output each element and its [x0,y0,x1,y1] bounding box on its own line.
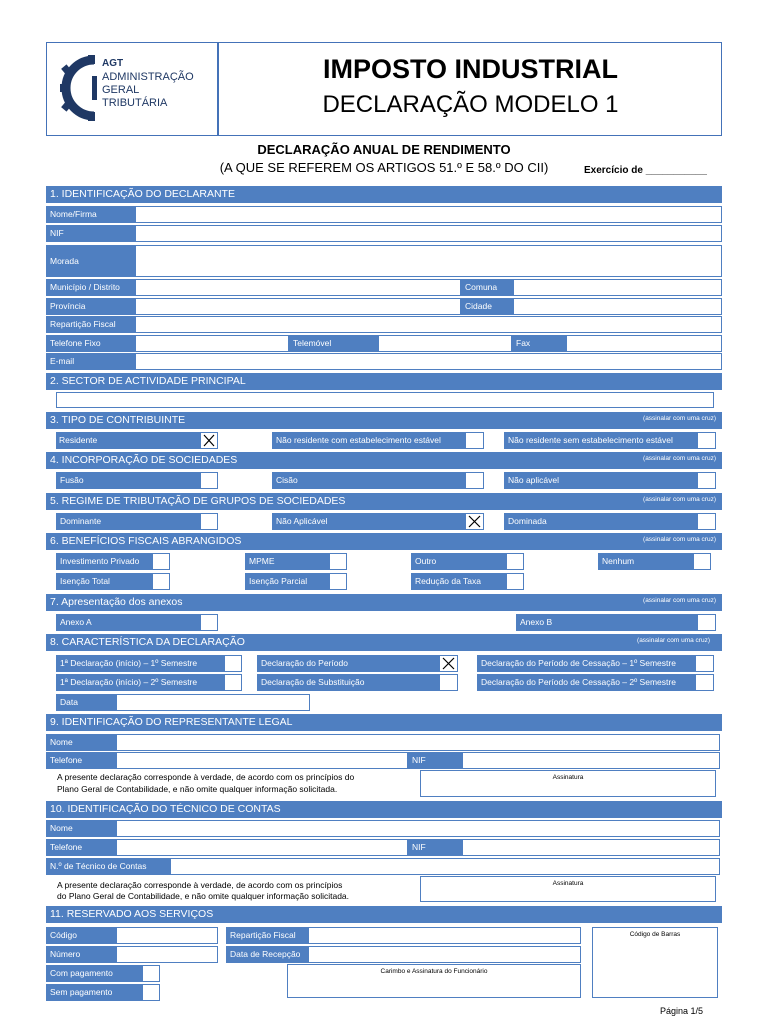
reparticao-label: Repartição Fiscal [46,316,135,333]
sem-pagamento-label: Sem pagamento [46,984,142,1001]
cessacao-s1-label: Declaração do Período de Cessação – 1º Semestre [477,655,695,672]
nome-firma-label: Nome/Firma [46,206,135,223]
page-subtitle: DECLARAÇÃO MODELO 1 [322,91,619,118]
section-5-title: 5. REGIME DE TRIBUTAÇÃO DE GRUPOS DE SOCIEDADES [50,495,346,507]
intro-subtitle: (A QUE SE REFEREM OS ARTIGOS 51.º E 58.º DO CII) [219,160,549,175]
nao-residente-com-checkbox[interactable] [465,432,484,449]
declaracao-periodo-checkbox[interactable] [439,655,458,672]
section-3-hint: (assinalar com uma cruz) [643,415,716,422]
cessacao-s2-checkbox[interactable] [695,674,714,691]
logo-line3: TRIBUTÁRIA [102,97,168,109]
section-4-title: 4. INCORPORAÇÃO DE SOCIEDADES [50,454,238,466]
sem-pagamento-checkbox[interactable] [142,984,160,1001]
nome-firma-input[interactable] [135,206,722,223]
morada-label: Morada [46,245,135,277]
nif-label: NIF [46,225,135,242]
section-4-header [46,452,722,469]
nao-residente-sem-checkbox[interactable] [697,432,716,449]
intro-title: DECLARAÇÃO ANUAL DE RENDIMENTO [257,142,511,157]
section-3-header [46,412,722,429]
telemovel-input[interactable] [378,335,512,352]
section-11-header: 11. RESERVADO AOS SERVIÇOS [46,906,722,923]
cisao-label: Cisão [272,472,465,489]
logo-letters: AGT [102,58,124,69]
section-6-header [46,533,722,550]
logo-line1: ADMINISTRAÇÃO [102,71,194,83]
email-label: E-mail [46,353,135,370]
reducao-taxa-label: Redução da Taxa [411,573,506,590]
section-5-hint: (assinalar com uma cruz) [643,496,716,503]
section-1-header: 1. IDENTIFICAÇÃO DO DECLARANTE [46,186,722,203]
nif-input[interactable] [135,225,722,242]
data-recepcao-input[interactable] [308,946,581,963]
tecnico-nif-input[interactable] [462,839,720,856]
cidade-label: Cidade [461,298,513,315]
tecnico-nome-label: Nome [46,820,116,837]
telefone-fixo-label: Telefone Fixo [46,335,135,352]
tecnico-telefone-label: Telefone [46,839,116,856]
fusao-label: Fusão [56,472,200,489]
numero-input[interactable] [116,946,218,963]
nenhum-label: Nenhum [598,553,693,570]
cessacao-s2-label: Declaração do Período de Cessação – 2º Semestre [477,674,695,691]
gear-icon [58,52,102,124]
isencao-total-checkbox[interactable] [152,573,170,590]
anexo-b-label: Anexo B [516,614,697,631]
dominada-label: Dominada [504,513,697,530]
dominante-checkbox[interactable] [200,513,218,530]
com-pagamento-label: Com pagamento [46,965,142,982]
municipio-label: Município / Distrito [46,279,135,296]
anexo-a-label: Anexo A [56,614,200,631]
provincia-label: Província [46,298,135,315]
investimento-privado-label: Investimento Privado [56,553,152,570]
primeira-decl-s2-checkbox[interactable] [224,674,242,691]
section-2-header: 2. SECTOR DE ACTIVIDADE PRINCIPAL [46,373,722,390]
representante-nif-input[interactable] [462,752,720,769]
section-6-title: 6. BENEFÍCIOS FISCAIS ABRANGIDOS [50,535,242,547]
representante-assinatura-box[interactable]: Assinatura [420,770,716,797]
section-6-hint: (assinalar com uma cruz) [643,536,716,543]
data-input[interactable] [116,694,310,711]
codigo-input[interactable] [116,927,218,944]
data-label: Data [56,694,116,711]
cross-mark-icon [203,434,215,447]
outro-label: Outro [411,553,506,570]
section-8-title: 8. CARACTERÍSTICA DA DECLARAÇÃO [50,636,245,648]
nao-residente-com-label: Não residente com estabelecimento estável [272,432,465,449]
municipio-input[interactable] [135,279,461,296]
nao-aplicavel-4-label: Não aplicável [504,472,697,489]
provincia-input[interactable] [135,298,461,315]
primeira-decl-s1-label: 1ª Declaração (início) – 1º Semestre [56,655,224,672]
fax-label: Fax [512,335,566,352]
logo-line2: GERAL [102,84,140,96]
carimbo-assinatura-box[interactable]: Carimbo e Assinatura do Funcionário [287,964,581,998]
isencao-parcial-label: Isenção Parcial [245,573,329,590]
anexo-a-checkbox[interactable] [200,614,218,631]
tecnico-numero-input[interactable] [170,858,720,875]
anexo-b-checkbox[interactable] [697,614,716,631]
representante-declaracao-line2: Plano Geral de Contabilidade, e não omite qualquer informação solicitada. [57,784,338,794]
data-recepcao-label: Data de Recepção [226,946,308,963]
nao-aplicavel-5-label: Não Aplicável [272,513,465,530]
investimento-privado-checkbox[interactable] [152,553,170,570]
representante-nif-label: NIF [408,752,462,769]
section-9-header: 9. IDENTIFICAÇÃO DO REPRESENTANTE LEGAL [46,714,722,731]
fusao-checkbox[interactable] [200,472,218,489]
representante-declaracao-line1: A presente declaração corresponde à verdade, de acordo com os princípios do [57,772,355,782]
cross-mark-icon [442,657,455,670]
section-8-header [46,634,722,651]
dominada-checkbox[interactable] [697,513,716,530]
reducao-taxa-checkbox[interactable] [506,573,524,590]
codigo-label: Código [46,927,116,944]
mpme-checkbox[interactable] [329,553,347,570]
tecnico-numero-label: N.º de Técnico de Contas [46,858,170,875]
nao-residente-sem-label: Não residente sem estabelecimento estável [504,432,697,449]
cidade-input[interactable] [513,298,722,315]
tecnico-nome-input[interactable] [116,820,720,837]
cessacao-s1-checkbox[interactable] [695,655,714,672]
declaracao-substituicao-checkbox[interactable] [439,674,458,691]
section-7-header [46,594,722,611]
section-8-hint: (assinalar com uma cruz) [637,637,710,644]
nao-aplicavel-4-checkbox[interactable] [697,472,716,489]
cisao-checkbox[interactable] [465,472,484,489]
mpme-label: MPME [245,553,329,570]
section-7-hint: (assinalar com uma cruz) [643,597,716,604]
email-input[interactable] [135,353,722,370]
representante-telefone-label: Telefone [46,752,116,769]
section-10-header: 10. IDENTIFICAÇÃO DO TÉCNICO DE CONTAS [46,801,722,818]
representante-telefone-input[interactable] [116,752,408,769]
cross-mark-icon [468,515,481,528]
representante-nome-label: Nome [46,734,116,751]
declaracao-substituicao-label: Declaração de Substituição [257,674,439,691]
tecnico-nif-label: NIF [408,839,462,856]
reparticao-input[interactable] [135,316,722,333]
section-4-hint: (assinalar com uma cruz) [643,455,716,462]
tecnico-declaracao-line2: do Plano Geral de Contabilidade, e não omite qualquer informação solicitada. [57,891,350,901]
codigo-barras-box[interactable]: Código de Barras [592,927,718,998]
telefone-fixo-input[interactable] [135,335,289,352]
section-7-title: 7. Apresentação dos anexos [50,596,183,608]
residente-label: Residente [56,432,200,449]
numero-label: Número [46,946,116,963]
morada-input[interactable] [135,245,722,277]
outro-checkbox[interactable] [506,553,524,570]
comuna-input[interactable] [513,279,722,296]
residente-checkbox[interactable] [200,432,218,449]
nenhum-checkbox[interactable] [693,553,711,570]
tecnico-telefone-input[interactable] [116,839,408,856]
isencao-total-label: Isenção Total [56,573,152,590]
declaracao-periodo-label: Declaração do Período [257,655,439,672]
agt-logo [58,52,208,124]
primeira-decl-s2-label: 1ª Declaração (início) – 2º Semestre [56,674,224,691]
isencao-parcial-checkbox[interactable] [329,573,347,590]
servicos-reparticao-label: Repartição Fiscal [226,927,308,944]
nao-aplicavel-5-checkbox[interactable] [465,513,484,530]
comuna-label: Comuna [461,279,513,296]
primeira-decl-s1-checkbox[interactable] [224,655,242,672]
section-3-title: 3. TIPO DE CONTRIBUINTE [50,414,186,426]
representante-nome-input[interactable] [116,734,720,751]
servicos-reparticao-input[interactable] [308,927,581,944]
dominante-label: Dominante [56,513,200,530]
sector-actividade-input[interactable] [56,392,714,408]
page-title: IMPOSTO INDUSTRIAL [322,54,618,84]
exercicio-field[interactable]: Exercício de ___________ [584,165,707,176]
page-number: Página 1/5 [660,1006,704,1016]
section-5-header [46,493,722,510]
fax-input[interactable] [566,335,722,352]
tecnico-declaracao-line1: A presente declaração corresponde à verdade, de acordo com os princípios [57,880,343,890]
tecnico-assinatura-box[interactable]: Assinatura [420,876,716,902]
com-pagamento-checkbox[interactable] [142,965,160,982]
telemovel-label: Telemóvel [289,335,378,352]
